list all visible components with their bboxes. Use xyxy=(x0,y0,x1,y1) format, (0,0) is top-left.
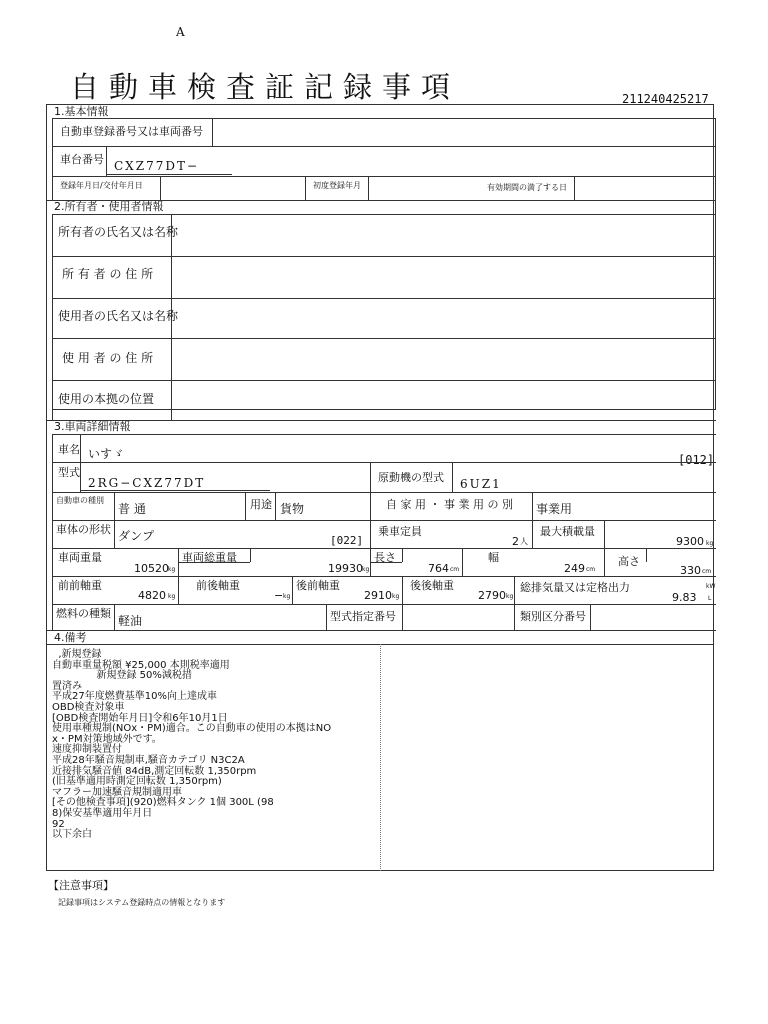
max-load-label: 最大積載量 xyxy=(540,525,595,538)
page-title: 自動車検査証記録事項 xyxy=(70,70,461,104)
business-value: 事業用 xyxy=(536,502,573,516)
section-owner: 2.所有者・使用者情報 xyxy=(54,200,164,213)
gross-weight-value: 19930 xyxy=(328,562,363,575)
type-approval-label: 型式指定番号 xyxy=(330,610,396,623)
business-label: 自 家 用 ・ 事 業 用 の 別 xyxy=(386,498,513,511)
document-number: 211240425217 xyxy=(622,92,709,106)
width-label: 幅 xyxy=(488,551,499,564)
weight-value: 10520 xyxy=(134,562,169,575)
length-unit: cm xyxy=(450,566,460,573)
model-value: 2RG−CXZ77DT xyxy=(88,476,206,490)
rear-front-axle-label: 後前軸重 xyxy=(296,579,340,592)
engine-value: 6UZ1 xyxy=(460,477,502,491)
user-name-label: 使用者の氏名又は名称 xyxy=(58,309,179,323)
base-location-label: 使用の本拠の位置 xyxy=(58,392,155,406)
notes-heading: 【注意事項】 xyxy=(48,879,114,892)
height-label: 高さ xyxy=(618,555,640,568)
reg-date-label: 登録年月日/交付年月日 xyxy=(60,181,143,190)
chassis-label: 車台番号 xyxy=(60,153,104,166)
engine-label: 原動機の型式 xyxy=(378,471,444,484)
max-load-unit: kg xyxy=(706,540,714,547)
user-address-label: 使 用 者 の 住 所 xyxy=(62,351,154,365)
length-label: 長さ xyxy=(374,551,396,564)
rear-rear-axle-value: 2790 xyxy=(478,589,506,602)
section-basic: 1.基本情報 xyxy=(54,105,109,118)
kind-label: 自動車の種別 xyxy=(56,496,104,505)
use-label: 用途 xyxy=(250,498,272,511)
section-remarks: 4.備考 xyxy=(54,631,87,644)
fuel-label: 燃料の種類 xyxy=(56,607,111,620)
front-rear-axle-label: 前後軸重 xyxy=(196,579,240,592)
use-value: 貨物 xyxy=(280,502,305,516)
expiry-label: 有効期間の満了する日 xyxy=(487,183,567,192)
body-code: [022] xyxy=(330,534,364,547)
displacement-label: 総排気量又は定格出力 xyxy=(520,581,630,594)
rear-front-axle-value: 2910 xyxy=(364,589,392,602)
gross-weight-unit: kg xyxy=(362,566,370,573)
kind-value: 普 通 xyxy=(118,502,146,516)
first-reg-label: 初度登録年月 xyxy=(313,181,361,190)
capacity-label: 乗車定員 xyxy=(378,525,422,538)
front-rear-axle-unit: kg xyxy=(283,593,291,600)
section-vehicle: 3.車両詳細情報 xyxy=(54,420,131,433)
front-front-axle-unit: kg xyxy=(168,593,176,600)
notes-text: 記録事項はシステム登録時点の情報となります xyxy=(58,898,226,907)
length-value: 764 xyxy=(428,562,449,575)
maker-code: [012] xyxy=(678,453,715,467)
maker-value: いすゞ xyxy=(88,447,125,461)
reg-number-label: 自動車登録番号又は車両番号 xyxy=(60,125,203,138)
letter-mark: A xyxy=(176,25,185,39)
owner-address-label: 所 有 者 の 住 所 xyxy=(62,267,154,281)
category-label: 類別区分番号 xyxy=(520,610,586,623)
width-value: 249 xyxy=(564,562,585,575)
body-label: 車体の形状 xyxy=(56,523,111,536)
displacement-unit-l: L xyxy=(708,595,712,602)
owner-name-label: 所有者の氏名又は名称 xyxy=(58,225,179,239)
rear-front-axle-unit: kg xyxy=(392,593,400,600)
rear-rear-axle-label: 後後軸重 xyxy=(410,579,454,592)
capacity-value: 2 xyxy=(512,535,519,548)
displacement-unit-kw: kW xyxy=(706,583,716,590)
height-value: 330 xyxy=(680,564,701,577)
max-load-value: 9300 xyxy=(676,535,704,548)
weight-label: 車両重量 xyxy=(58,551,102,564)
width-unit: cm xyxy=(586,566,596,573)
fuel-value: 軽油 xyxy=(118,614,143,628)
front-front-axle-label: 前前軸重 xyxy=(58,579,102,592)
body-value: ダンプ xyxy=(118,529,155,543)
front-rear-axle-value: − xyxy=(274,589,284,602)
gross-weight-label: 車両総重量 xyxy=(182,551,237,564)
capacity-unit: 人 xyxy=(520,537,528,546)
rear-rear-axle-unit: kg xyxy=(506,593,514,600)
front-front-axle-value: 4820 xyxy=(138,589,166,602)
model-label: 型式 xyxy=(58,466,80,479)
remarks-text: ,新規登録 自動車重量税額 ¥25,000 本則税率適用 新規登録 50%減税措 置済み 平成27年度燃費基準10%向上達成車 OBD検査対象車 [OBD検査開始年月日]令和6年10月1日 使用車種規制(NOx・PM)適合。この自動車の使用の本拠はNO x・PM対策地域外です。 速度抑制装置付 平成28年騒音規制車,騒音カテゴリ N3C2A 近接排気騒音値 84dB,測定回転数 1,350rpm (旧基準適用時測定回転数 1,350rpm) マフラー加速騒音規制適用車 [その他検査事項](920)燃料タンク 1個 300L (98 8)保安基準適用年月日 92 以下余白 xyxy=(52,649,332,841)
height-unit: cm xyxy=(702,568,712,575)
maker-label: 車名 xyxy=(58,443,80,456)
displacement-value: 9.83 xyxy=(672,591,697,604)
chassis-value: CXZ77DT− xyxy=(114,159,200,173)
weight-unit: kg xyxy=(168,566,176,573)
